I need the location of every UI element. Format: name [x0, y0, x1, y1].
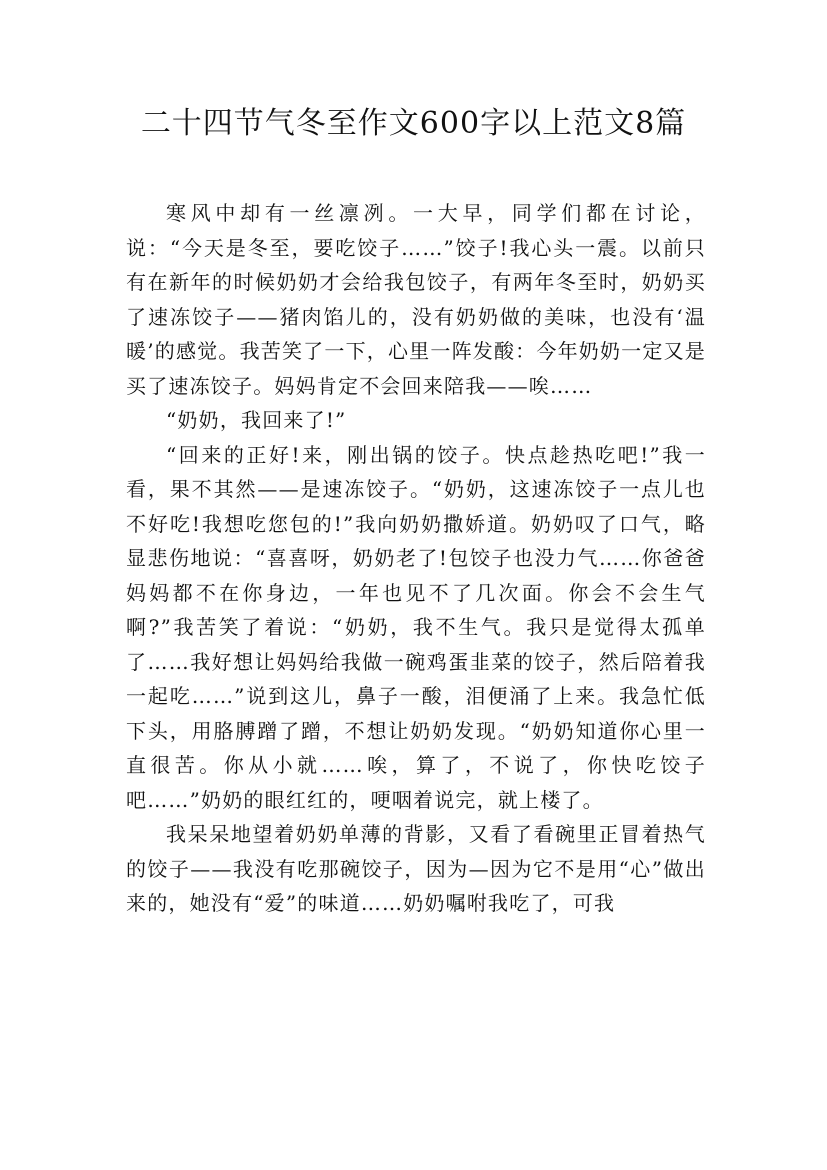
- paragraph: 我呆呆地望着奶奶单薄的背影，又看了看碗里正冒着热气的饺子——我没有吃那碗饺子，因为—因为它不是用“心”做出来的，她没有“爱”的味道……奶奶嘱咐我吃了，可我: [126, 822, 706, 915]
- paragraph: “奶奶，我回来了!”: [166, 408, 347, 432]
- document-body: [126, 196, 706, 921]
- paragraph: 寒风中却有一丝凛冽。一大早，同学们都在讨论，说：“今天是冬至，要吃饺子……”饺子!我心头一震。以前只有在新年的时候奶奶才会给我包饺子，有两年冬至时，奶奶买了速冻饺子——猪肉馅儿的，没有奶奶做的美味，也没有‘温暖’的感觉。我苦笑了一下，心里一阵发酸：今年奶奶一定又是买了速冻饺子。妈妈肯定不会回来陪我——唉……: [126, 201, 706, 398]
- paragraph: “回来的正好!来，刚出锅的饺子。快点趁热吃吧!”我一看，果不其然——是速冻饺子。“奶奶，这速冻饺子一点儿也不好吃!我想吃您包的!”我向奶奶撒娇道。奶奶叹了口气，略显悲伤地说：“喜喜呀，奶奶老了!包饺子也没力气……你爸爸妈妈都不在你身边，一年也见不了几次面。你会不会生气啊?”我苦笑了着说：“奶奶，我不生气。我只是觉得太孤单了……我好想让妈妈给我做一碗鸡蛋韭菜的饺子，然后陪着我一起吃……”说到这儿，鼻子一酸，泪便涌了上来。我急忙低下头，用胳膊蹭了蹭，不想让奶奶发现。“奶奶知道你心里一直很苦。你从小就……唉，算了，不说了，你快吃饺子吧……”奶奶的眼红红的，哽咽着说完，就上楼了。: [126, 442, 706, 812]
- document-title: 二十四节气冬至作文600字以上范文8篇: [140, 106, 687, 141]
